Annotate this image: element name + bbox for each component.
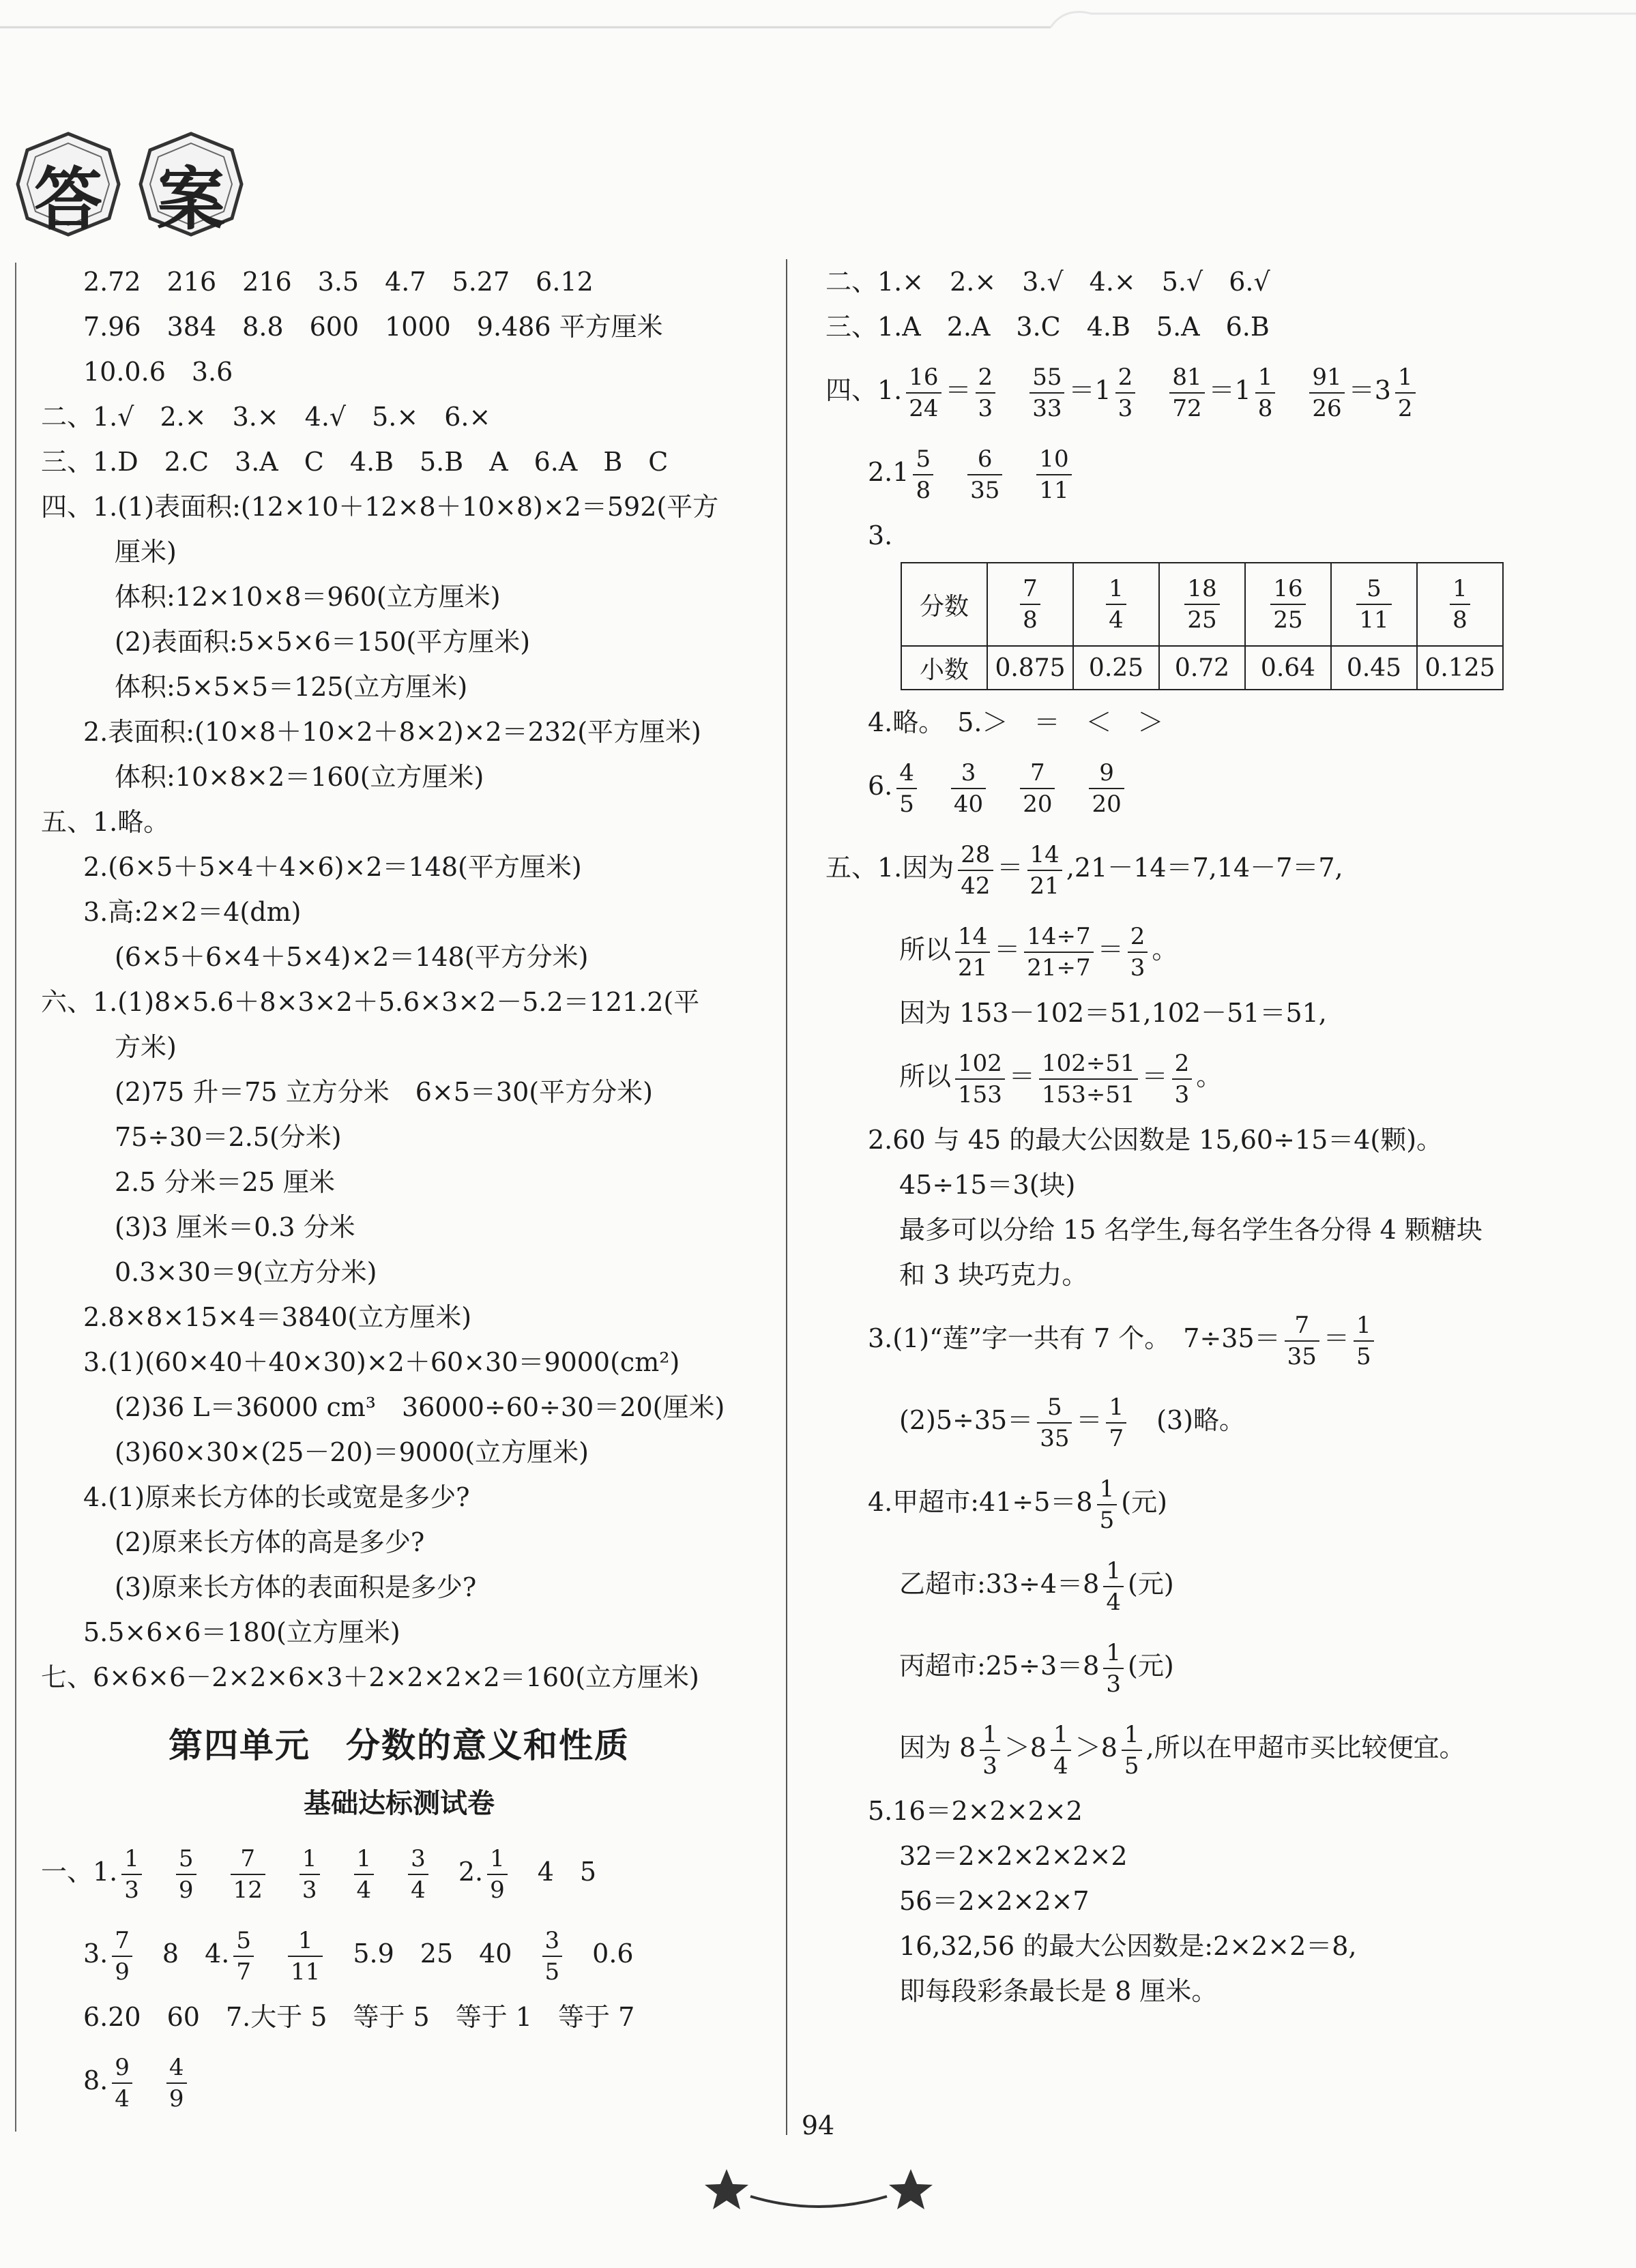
table-cell: $\frac{18}{25}$ — [1159, 563, 1245, 646]
answer-line: 和 3 块巧克力。 — [899, 1260, 1088, 1290]
fraction: $\frac{16}{24}$ — [906, 362, 941, 424]
fraction: $\frac{3}{40}$ — [951, 758, 986, 819]
answer-line: 5.5×6×6＝180(立方厘米) — [83, 1617, 400, 1647]
fraction: $\frac{1}{4}$ — [354, 1844, 375, 1905]
fraction: $\frac{1}{2}$ — [1395, 362, 1416, 424]
q-label: 一、1. — [41, 1857, 118, 1887]
table-cell: 0.875 — [987, 646, 1073, 690]
answer-line: 2.60 与 45 的最大公因数是 15,60÷15＝4(颗)。 — [868, 1125, 1443, 1155]
fraction: $\frac{91}{26}$ — [1309, 362, 1344, 424]
answer-line: 3.(1)(60×40＋40×30)×2＋60×30＝9000(cm²) — [83, 1347, 680, 1377]
answer-line: (2)75 升＝75 立方分米 6×5＝30(平方分米) — [115, 1077, 653, 1107]
answer-line: 厘米) — [115, 537, 177, 567]
table-cell: 0.125 — [1417, 646, 1503, 690]
answer-line: (2)36 L＝36000 cm³ 36000÷60÷30＝20(厘米) — [115, 1392, 725, 1422]
star-icon — [889, 2169, 933, 2209]
answer-line: 因为 153－102＝51,102－51＝51, — [899, 998, 1327, 1028]
answer-line: 5.16＝2×2×2×2 — [868, 1796, 1083, 1826]
fraction-answer-line: 乙超市:33÷4＝8 $\frac{1}{4}$ (元) — [899, 1557, 1174, 1616]
fraction-answer-line: (2)5÷35＝ $\frac{5}{35}$ ＝ $\frac{1}{7}$ (3)略。 — [899, 1393, 1245, 1452]
answer-line: (2)原来长方体的高是多少? — [115, 1527, 425, 1557]
fraction: $\frac{3}{4}$ — [408, 1844, 428, 1905]
fraction: $\frac{7}{9}$ — [112, 1926, 132, 1987]
fraction-answer-line: 3.(1)“莲”字一共有 7 个。 7÷35＝ $\frac{7}{35}$ ＝ $\frac{1}{5}$ — [826, 1297, 1590, 1379]
table-cell: 0.64 — [1245, 646, 1331, 690]
answer-line: 2.8×8×15×4＝3840(立方厘米) — [83, 1302, 472, 1332]
fraction: $\frac{1}{11}$ — [288, 1926, 323, 1987]
answer-line: (3)原来长方体的表面积是多少? — [115, 1572, 477, 1602]
fraction: $\frac{2}{3}$ — [976, 362, 996, 424]
answer-char-1: 答 — [34, 160, 102, 239]
answer-line: 三、1.D 2.C 3.A C 4.B 5.B A 6.A B C — [41, 447, 669, 477]
fraction: $\frac{1}{8}$ — [1255, 362, 1276, 424]
fraction: $\frac{9}{4}$ — [112, 2052, 132, 2114]
fraction: $\frac{2}{3}$ — [1115, 362, 1136, 424]
answer-line: 32＝2×2×2×2×2 — [899, 1841, 1128, 1871]
answer-line: 4.略。 5.＞ ＝ ＜ ＞ — [868, 707, 1164, 737]
answer-line: 10.0.6 3.6 — [83, 357, 233, 387]
answer-line: (6×5＋6×4＋5×4)×2＝148(平方分米) — [115, 942, 589, 972]
answer-title — [0, 130, 287, 239]
table-cell: $\frac{16}{25}$ — [1245, 563, 1331, 646]
page-number: 94 — [801, 2110, 835, 2140]
table-row — [901, 646, 1503, 690]
table-header-cell: 分数 — [901, 563, 987, 646]
fraction: $\frac{5}{8}$ — [913, 444, 933, 505]
fraction: $\frac{7}{12}$ — [231, 1844, 265, 1905]
answer-badge-1 — [14, 130, 123, 239]
fraction: $\frac{55}{33}$ — [1029, 362, 1064, 424]
fraction: $\frac{9}{20}$ — [1089, 758, 1124, 819]
fraction: $\frac{1}{3}$ — [300, 1844, 320, 1905]
answer-line: 7.96 384 8.8 600 1000 9.486 平方厘米 — [83, 312, 663, 342]
answer-line: 3. — [868, 520, 893, 550]
answer-line: 四、1.(1)表面积:(12×10＋12×8＋10×8)×2＝592(平方 — [41, 492, 719, 522]
answer-line: 0.3×30＝9(立方分米) — [115, 1257, 377, 1287]
table-row — [901, 563, 1503, 646]
fraction: $\frac{6}{35}$ — [967, 444, 1002, 505]
left-column — [41, 259, 757, 2121]
answer-line: 方米) — [115, 1032, 177, 1062]
fraction: $\frac{1}{3}$ — [121, 1844, 142, 1905]
answer-line: (3)3 厘米＝0.3 分米 — [115, 1212, 355, 1242]
fraction-answer-line: 五、1.因为 $\frac{28}{42}$ ＝ $\frac{14}{21}$ ,21－14＝7,14－7＝7, — [826, 840, 1343, 900]
star-icon — [705, 2169, 748, 2209]
table-cell: 0.25 — [1073, 646, 1159, 690]
fraction-answer-line: 6. $\frac{4}{5}$ $\frac{3}{40}$ $\frac{7}{20}$ $\frac{9}{20}$ — [826, 745, 1590, 827]
answer-line: 16,32,56 的最大公因数是:2×2×2＝8, — [899, 1931, 1357, 1961]
fraction: $\frac{1}{9}$ — [487, 1844, 508, 1905]
fraction-answer-line: 2.1 $\frac{5}{8}$ $\frac{6}{35}$ $\frac{10}{11}$ — [826, 431, 1590, 513]
answer-line: 3.高:2×2＝4(dm) — [83, 897, 302, 927]
answer-line: 2.5 分米＝25 厘米 — [115, 1167, 335, 1197]
table-cell: $\frac{1}{8}$ — [1417, 563, 1503, 646]
fraction-answer-line: 所以 $\frac{102}{153}$ ＝ $\frac{102\div 51}{153\div 51}$ ＝ $\frac{2}{3}$ 。 — [899, 1049, 1223, 1108]
fraction: $\frac{5}{9}$ — [176, 1844, 196, 1905]
fraction-answer-line: 所以 $\frac{14}{21}$ ＝ $\frac{14\div 7}{21\div 7}$ ＝ $\frac{2}{3}$ 。 — [899, 922, 1178, 982]
answer-line: 七、6×6×6－2×2×6×3＋2×2×2×2＝160(立方厘米) — [41, 1662, 699, 1692]
answer-line: (2)表面积:5×5×6＝150(平方厘米) — [115, 627, 531, 657]
answer-line: 75÷30＝2.5(分米) — [115, 1122, 342, 1152]
fraction-answer-line: 一、1. $\frac{1}{3}$ $\frac{5}{9}$ $\frac{7}{12}$ $\frac{1}{3}$ $\frac{1}{4}$ $\frac{3}{4}$ 2. $\frac{1}{9}$ 4 5 — [41, 1844, 597, 1904]
table-cell: $\frac{5}{11}$ — [1331, 563, 1417, 646]
answer-line: 2.72 216 216 3.5 4.7 5.27 6.12 — [83, 267, 594, 297]
answer-line: 体积:12×10×8＝960(立方厘米) — [115, 582, 501, 612]
answer-line: (3)60×30×(25－20)＝9000(立方厘米) — [115, 1437, 589, 1467]
fraction-answer-line: 四、1. $\frac{16}{24}$ ＝ $\frac{2}{3}$ $\frac{55}{33}$ ＝1 $\frac{2}{3}$ $\frac{81}{72}$ ＝1 $\frac{1}{8}$ $\frac{91}{26}$ ＝3 $\frac{1}{2}$ — [826, 349, 1590, 431]
answer-line: 56＝2×2×2×7 — [899, 1886, 1090, 1916]
table-cell: $\frac{7}{8}$ — [987, 563, 1073, 646]
fraction-answer-line: 4.甲超市:41÷5＝8 $\frac{1}{5}$ (元) — [868, 1475, 1167, 1534]
column-divider — [786, 259, 787, 2135]
answer-line: 2.(6×5＋5×4＋4×6)×2＝148(平方厘米) — [83, 852, 582, 882]
fraction-answer-line: 3. $\frac{7}{9}$ 8 4. $\frac{5}{7}$ $\frac{1}{11}$ 5.9 25 40 $\frac{3}{5}$ 0.6 — [83, 1926, 634, 1986]
unit-title: 第四单元 分数的意义和性质 — [169, 1726, 630, 1765]
answer-line: 2.表面积:(10×8＋10×2＋8×2)×2＝232(平方厘米) — [83, 717, 701, 747]
answer-line: 6.20 60 7.大于 5 等于 5 等于 1 等于 7 — [83, 2002, 635, 2032]
answer-line: 体积:10×8×2＝160(立方厘米) — [115, 762, 484, 792]
fraction-decimal-table — [901, 562, 1504, 690]
fraction-answer-line: 8. $\frac{9}{4}$ $\frac{4}{9}$ — [41, 2039, 757, 2121]
answer-line: 最多可以分给 15 名学生,每名学生各分得 4 颗糖块 — [899, 1215, 1482, 1245]
table-cell: 0.72 — [1159, 646, 1245, 690]
left-margin-line — [15, 263, 16, 2132]
answer-line: 二、1.× 2.× 3.√ 4.× 5.√ 6.√ — [826, 267, 1270, 297]
fraction: $\frac{10}{11}$ — [1036, 444, 1071, 505]
fraction: $\frac{4}{5}$ — [896, 758, 917, 819]
fraction: $\frac{3}{5}$ — [542, 1926, 563, 1987]
answer-line: 五、1.略。 — [41, 807, 170, 837]
answer-line: 即每段彩条最长是 8 厘米。 — [899, 1976, 1218, 2006]
table-header-cell: 小数 — [901, 646, 987, 690]
answer-line: 4.(1)原来长方体的长或宽是多少? — [83, 1482, 470, 1512]
answer-badge-2 — [136, 130, 246, 239]
answer-line: 二、1.√ 2.× 3.× 4.√ 5.× 6.× — [41, 402, 491, 432]
answer-line: 体积:5×5×5＝125(立方厘米) — [115, 672, 468, 702]
answer-line: 六、1.(1)8×5.6＋8×3×2＋5.6×3×2－5.2＝121.2(平 — [41, 987, 700, 1017]
fraction-answer-line: 丙超市:25÷3＝8 $\frac{1}{3}$ (元) — [899, 1638, 1174, 1698]
answer-char-2: 案 — [157, 160, 225, 239]
table-cell: $\frac{1}{4}$ — [1073, 563, 1159, 646]
answer-line: 三、1.A 2.A 3.C 4.B 5.A 6.B — [826, 312, 1270, 342]
fraction: $\frac{5}{7}$ — [233, 1926, 254, 1987]
table-cell: 0.45 — [1331, 646, 1417, 690]
fraction-answer-line: 因为 8 $\frac{1}{3}$ ＞8 $\frac{1}{4}$ ＞8 $\frac{1}{5}$ ,所以在甲超市买比较便宜。 — [899, 1720, 1465, 1780]
right-column — [826, 259, 1590, 2014]
test-title: 基础达标测试卷 — [304, 1788, 495, 1819]
fraction: $\frac{81}{72}$ — [1169, 362, 1204, 424]
fraction: $\frac{4}{9}$ — [166, 2052, 187, 2114]
answer-line: 45÷15＝3(块) — [899, 1170, 1076, 1200]
fraction: $\frac{7}{20}$ — [1020, 758, 1055, 819]
footer-decoration — [0, 2149, 1636, 2210]
